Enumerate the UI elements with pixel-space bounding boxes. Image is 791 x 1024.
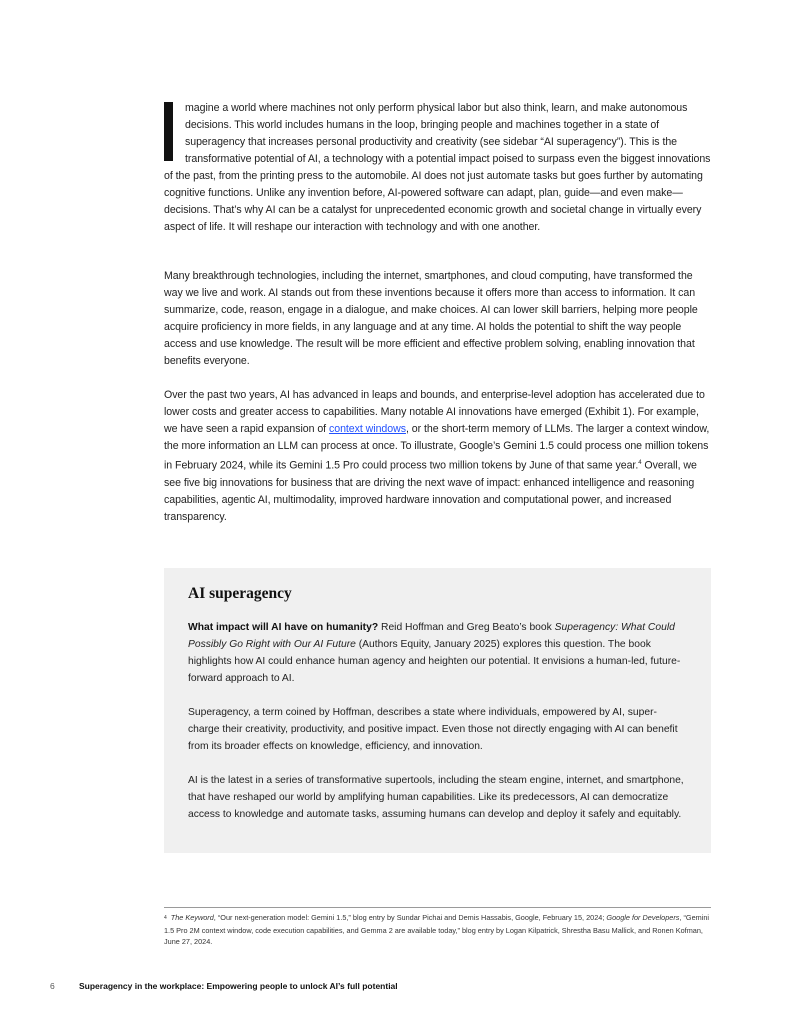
- sidebar-paragraph-1: What impact will AI have on humanity? Reid Hoffman and Greg Beato’s book Superagency: What Could Possibly Go Right with Our AI Future (Authors Equity, January 2025) explores this question. The book highlights how AI could enhance human agency and heighten our potential. It envisions a human-led, future-forward approach to AI.: [188, 622, 681, 684]
- sidebar-paragraph-3: AI is the latest in a series of transformative supertools, including the steam engine, internet, and smartphone, that have reshaped our world by amplifying human capabilities. Like its predecessors, AI can democratize access to knowledge and automate tasks, assuming humans can develop and deploy it safely and equitably.: [188, 775, 684, 820]
- drop-cap-i: [164, 102, 173, 161]
- footnote-ref: 4: [638, 460, 642, 466]
- sidebar-paragraph-2: Superagency, a term coined by Hoffman, describes a state where individuals, empowered by AI, super-charge their creativity, productivity, and positive impact. Even those not directly engaging with AI can benefit from its broader effects on knowledge, efficiency, and innovation.: [188, 707, 678, 752]
- sidebar-ai-superagency: [164, 568, 711, 853]
- body-paragraph-3: [164, 387, 712, 526]
- sidebar-title: AI superagency: [188, 585, 292, 602]
- footnote-divider: [164, 907, 711, 908]
- running-footer-title: Superagency in the workplace: Empowering people to unlock AI’s full potential: [79, 981, 398, 991]
- paragraph-text: Over the past two years, AI has advanced in leaps and bounds, and enterprise-level adoption has accelerated due to lower costs and greater access to capabilities. Many notable AI innovations have emerged (Exhibit 1). For example, we have seen a rapid expansion of context windows, or the short-term memory of LLMs. The larger a context window, the more information an LLM can process at once. To illustrate, Google’s Gemini 1.5 could process one million tokens in February 2024, while its Gemini 1.5 Pro could process two million tokens by June of that same year.$^4$ Overall, we see five big innovations for business that are driving the next wave of impact: enhanced intelligence and reasoning capabilities, agentic AI, multimodality, improved hardware innovation and computational power, and increased transparency.: [164, 389, 710, 523]
- footnote-number: 4: [164, 915, 167, 921]
- paragraph-text: Many breakthrough technologies, including the internet, smartphones, and cloud computing, have transformed the way we live and work. AI stands out from these inventions because it offers more than access to information. It can summarize, code, reason, engage in a dialogue, and make choices. AI can lower skill barriers, helping more people acquire proficiency in more fields, in any language and at any time. AI holds the potential to shift the way people access and use knowledge. The result will be more efficient and effective problem solving, enabling innovation that benefits everyone.: [164, 270, 698, 367]
- paragraph-text: magine a world where machines not only perform physical labor but also think, learn, and make autonomous decisions. This world includes humans in the loop, bringing people and machines together in a state of superagency that increases personal productivity and creativity (see sidebar “AI superagency”). This is the transformative potential of AI, a technology with a potential impact poised to surpass even the biggest innovations of the past, from the printing press to the automobile. AI does not just automate tasks but goes further by automating cognitive functions. Unlike any invention before, AI-powered software can adapt, plan, guide—and even make—decisions. That’s why AI can be a catalyst for unprecedented economic growth and societal change in virtually every aspect of life. It will reshape our interaction with technology and with one another.: [164, 102, 711, 233]
- body-paragraph-2: [164, 268, 712, 370]
- page-number: 6: [50, 981, 55, 991]
- footnote: $^4$ The Keyword, “Our next-generation model: Gemini 1.5,” blog entry by Sundar Pichai and Demis Hassabis, Google, February 15, 2024; Google for Developers, “Gemini 1.5 Pro 2M context window, code execution capabilities, and Gemma 2 are available today,” blog entry by Logan Kilpatrick, Shrestha Basu Mallick, and Ronen Kofman, June 27, 2024.: [164, 913, 710, 946]
- body-paragraph-1: [164, 100, 712, 236]
- context-windows-link[interactable]: context windows: [328, 423, 406, 435]
